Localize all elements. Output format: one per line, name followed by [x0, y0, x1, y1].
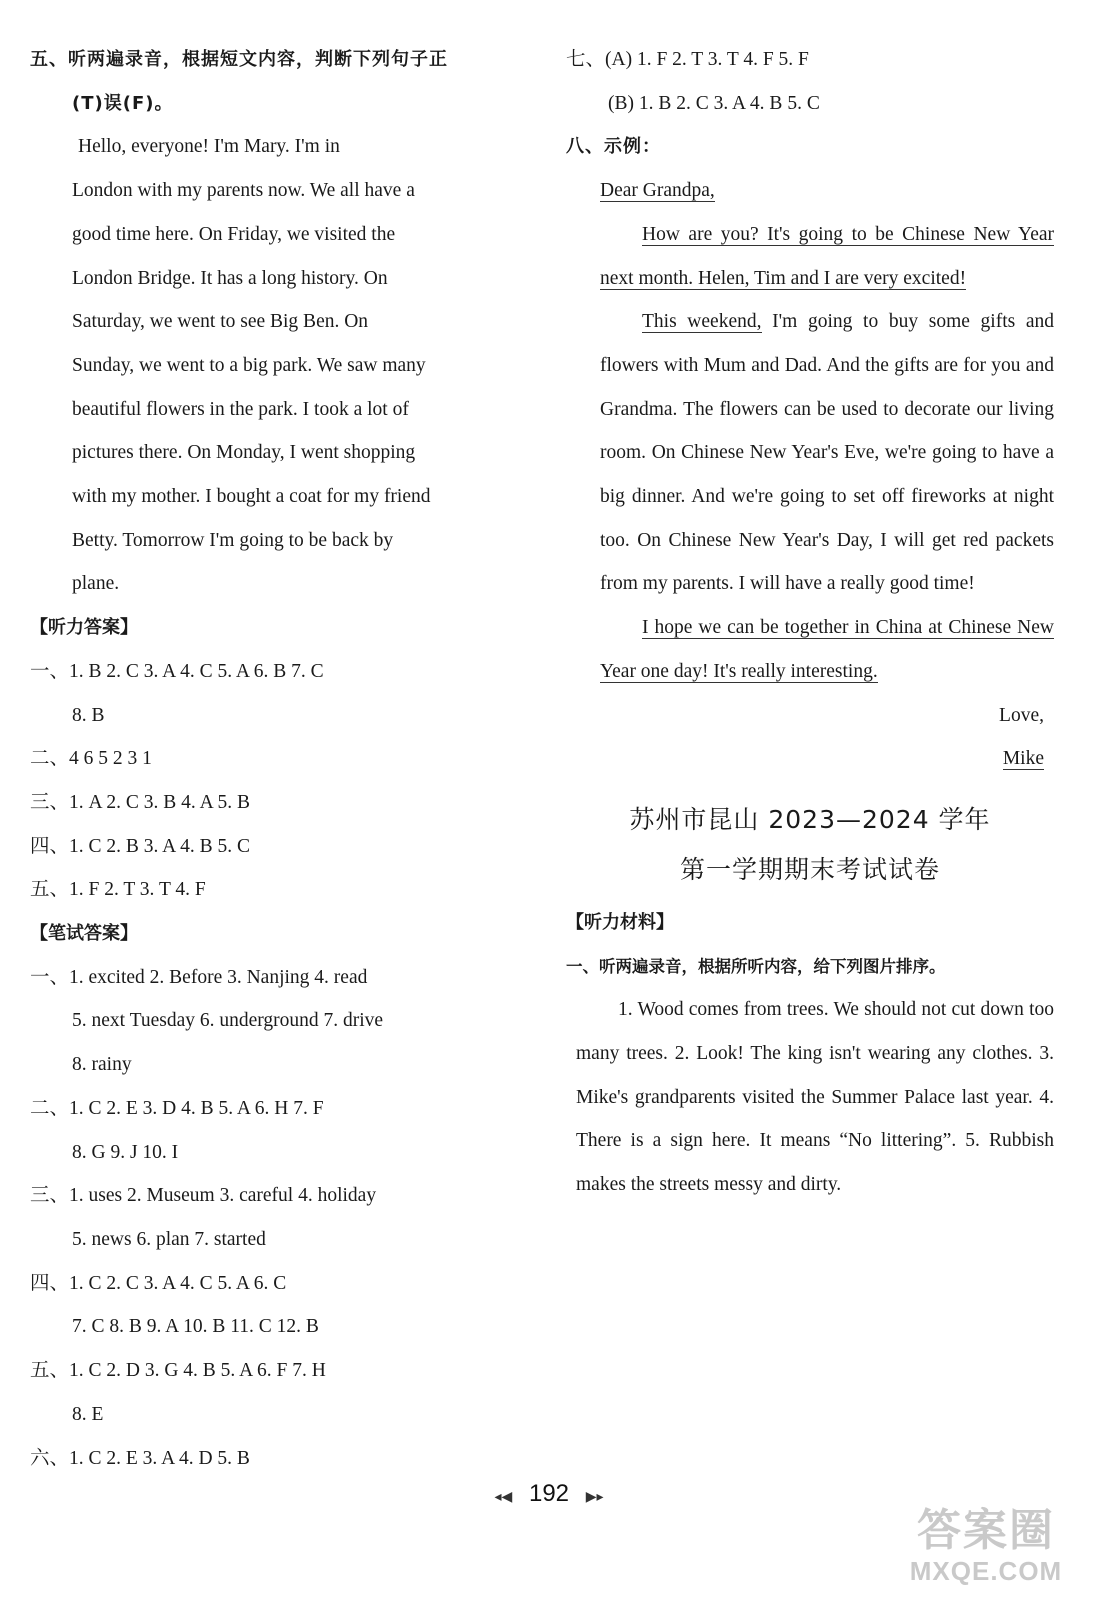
letter-paragraph-1: How are you? It's going to be Chinese New Year next month. Helen, Tim and I are very excited! [600, 223, 1054, 289]
answer-line: 四、1. C 2. B 3. A 4. B 5. C [30, 835, 250, 857]
passage-line: Betty. Tomorrow I'm going to be back by [72, 529, 394, 551]
exam-title-line1: 苏州市昆山 2023—2024 学年 [629, 804, 991, 834]
answer-line: 8. E [72, 1403, 104, 1425]
watermark-logo-icon: 答案圈 [917, 1506, 1055, 1555]
passage-line: beautiful flowers in the park. I took a lot of [72, 398, 409, 420]
listening-passage [30, 125, 530, 606]
passage-line: good time here. On Friday, we visited the [72, 223, 396, 245]
passage-line: Hello, everyone! I'm Mary. I'm in [78, 136, 340, 158]
answer-line: 5. next Tuesday 6. underground 7. drive [72, 1010, 384, 1032]
next-arrow-icon: ▶▸ [585, 1488, 604, 1504]
section5-title-line1: 五、听两遍录音，根据短文内容，判断下列句子正 [30, 49, 448, 70]
answer-line-7b: (B) 1. B 2. C 3. A 4. B 5. C [608, 92, 820, 114]
letter-greeting: Dear Grandpa, [600, 180, 715, 202]
listening-answers-header: 【听力答案】 [30, 617, 138, 639]
answer-line: 三、1. A 2. C 3. B 4. A 5. B [30, 791, 250, 813]
answer-line: 5. news 6. plan 7. started [72, 1228, 266, 1250]
passage-line: Sunday, we went to a big park. We saw many [72, 354, 426, 376]
listening-material-header: 【听力材料】 [566, 911, 674, 933]
letter-signature: Mike [1002, 748, 1044, 770]
answer-line: 六、1. C 2. E 3. A 4. D 5. B [30, 1447, 250, 1469]
letter-closing: Love, [999, 704, 1044, 726]
answer-line: 五、1. C 2. D 3. G 4. B 5. A 6. F 7. H [30, 1360, 326, 1382]
prev-arrow-icon: ◂◀ [494, 1488, 513, 1504]
exam-title-line2: 第一学期期末考试试卷 [679, 854, 940, 884]
answer-line: 五、1. F 2. T 3. T 4. F [30, 879, 206, 901]
page-footer [0, 1480, 1098, 1508]
answer-line: 一、1. excited 2. Before 3. Nanjing 4. read [30, 966, 368, 988]
answer-line: 8. rainy [72, 1054, 132, 1076]
answer-line-7a: 七、(A) 1. F 2. T 3. T 4. F 5. F [566, 49, 809, 70]
page-number: 192 [528, 1480, 570, 1507]
answer-line: 四、1. C 2. C 3. A 4. C 5. A 6. C [30, 1272, 287, 1294]
question1-title: 一、听两遍录音，根据所听内容，给下列图片排序。 [566, 956, 946, 976]
answer-line: 二、4 6 5 2 3 1 [30, 748, 152, 770]
passage-line: plane. [72, 573, 120, 595]
section8-title: 八、示例： [566, 136, 661, 158]
watermark-site: MXQE.COM [909, 1556, 1063, 1586]
passage-line: pictures there. On Monday, I went shopping [72, 442, 416, 464]
right-column [566, 38, 1054, 1207]
answer-line: 二、1. C 2. E 3. D 4. B 5. A 6. H 7. F [30, 1097, 324, 1119]
passage-line: Saturday, we went to see Big Ben. On [72, 311, 369, 333]
answer-line: 8. B [72, 704, 105, 726]
letter-paragraph-3: I hope we can be together in China at Chinese New Year one day! It's really interesting. [600, 617, 1054, 682]
letter-paragraph-2: This weekend, I'm going to buy some gifts and flowers with Mum and Dad. And the gifts are for you and Grandma. The flowers can be used to decorate our living room. On Chinese New Year's Eve, we're going to have a big dinner. And we're going to set off fireworks at night too. On Chinese New Year's Day, I will get red packets from my parents. I will have a really good time! [600, 311, 1055, 595]
answer-line: 一、1. B 2. C 3. A 4. C 5. A 6. B 7. C [30, 660, 324, 682]
passage-line: London with my parents now. We all have a [72, 180, 415, 202]
answer-line: 三、1. uses 2. Museum 3. careful 4. holiday [30, 1185, 377, 1207]
left-column [30, 38, 530, 1480]
watermark [886, 1506, 1086, 1592]
answer-line: 7. C 8. B 9. A 10. B 11. C 12. B [72, 1316, 319, 1338]
passage-line: London Bridge. It has a long history. On [72, 267, 388, 289]
question1-script: 1. Wood comes from trees. We should not cut down too many trees. 2. Look! The king isn't wearing any clothes. 3. Mike's grandparents visited the Summer Palace last year. 4. There is a sign here. It means “No littering”. 5. Rubbish makes the streets messy and dirty. [576, 999, 1054, 1196]
answer-line: 8. G 9. J 10. I [72, 1141, 179, 1163]
passage-line: with my mother. I bought a coat for my friend [72, 486, 431, 508]
written-answers-header: 【笔试答案】 [30, 923, 138, 945]
sample-letter [566, 169, 1054, 781]
section5-title-line2: (T)误(F)。 [72, 92, 174, 114]
